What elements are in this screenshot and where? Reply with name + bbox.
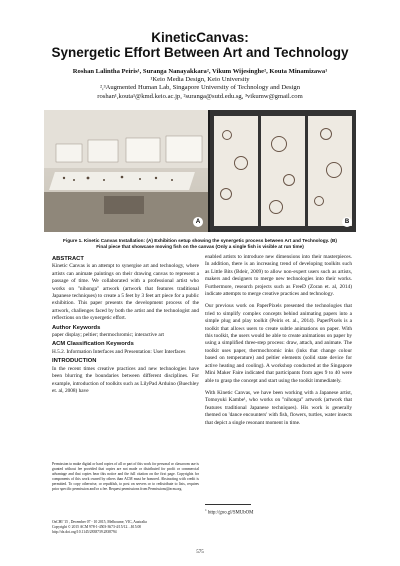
introduction-text: In the recent times creative practices and new technologies have been blurring the boundaries between different disciplines. For example, introduction of toolkits such as LilyPad Arduino (Buechley et. al, 2008) have: [52, 365, 199, 394]
abstract-text: Kinetic Canvas is an attempt to synergise art and technology, where artists can animate paintings on their drawing canvas to represent a passage of time. We collaborated with a professional artist who works on "nihonga" artwork (artwork that features traditional Japanese techniques) to create a 5 feet by 3 feet art piece for a public exhibition. This paper presents the development process of the artwork, challenges faced by both the artist and the technologist and reflections on the synergetic effort.: [52, 263, 199, 322]
copyright-line: Copyright © 2015 ACM 978-1-4503-3673-4/15/12…$15.00: [52, 525, 142, 530]
footnote: [205, 508, 253, 516]
acm-heading: ACM Classification Keywords: [52, 341, 134, 348]
final-canvas-photo: [210, 110, 356, 232]
author-names: Roshan Lalintha Peiris¹, Suranga Nanayakkara², Vikum Wijesinghe², Kouta Minamizawa¹: [72, 68, 328, 75]
abstract-heading: ABSTRACT: [52, 256, 84, 262]
doi-link[interactable]: http://dx.doi.org/10.1145/2838739.2838794: [52, 530, 117, 535]
right-column: [205, 254, 352, 427]
author-block: [0, 68, 400, 101]
figure-caption: [44, 238, 356, 251]
title-line-1: KineticCanvas:: [151, 30, 249, 45]
exhibition-scene-image: [44, 110, 208, 232]
footnote-rule: [205, 504, 251, 505]
exhibition-setup-photo: [44, 110, 208, 232]
right-paragraph-2: Our previous work on PaperPixels presented the technologies that tried to simplify complex concepts behind animating papers into a simple plug and play toolkit (Peiris et. al., 2014). PaperPixels is a toolkit that allows users to create subtle animations on paper. With this toolkit, the users would be able to create animations on paper by using a simplified three-step process: draw, attach, and animate. The toolkit uses paper, thermochromic inks (inks that change colour based on temperature) and peltier elements (solid state device for active heating and cooling). A workshop conducted at the Singapore Mini Maker Faire indicated that participants from ages 9 to 40 were able to grasp the concept and start using the toolkit immediately.: [205, 303, 352, 384]
right-paragraph-1: enabled artists to introduce new dimensions into their masterpieces. In addition, there is an increasing trend of developing toolkits such as Little Bits (Bdeir, 2009) to allow non-expert users such as artists, makers and designers to merge new technologies into their works. Furthermore, research projects such as FreeD (Zoran et. al, 2014) indicate attempts to merge creative practices and technology.: [205, 254, 352, 298]
canvas-panel-left: [214, 116, 258, 226]
conference-info: [52, 520, 199, 535]
acm-text: H.5.2. Information Interfaces and Presentation: User Interfaces: [52, 348, 186, 355]
conference-line-1: OzCHI '15 , December 07 - 10 2015, Melbourne, VIC, Australia: [52, 520, 147, 524]
page-number: 575: [196, 550, 204, 555]
caption-lead: Figure 1. Kinetic Canvas Installation: (A) Exhibition setup showing the synergetic process between Art and Technology. (B): [63, 238, 337, 243]
figure-label-b: B: [342, 217, 352, 227]
affiliation-1: ¹Keio Media Design, Keio University: [150, 76, 250, 84]
footnote-link[interactable]: http://goo.gl/SMUbOM: [207, 510, 254, 516]
paper-title: [0, 30, 400, 60]
figure-label-a: A: [193, 217, 203, 227]
canvas-panel-right: [308, 116, 352, 226]
affiliation-2: ²,³Augmented Human Lab, Singapore University of Technology and Design: [99, 84, 301, 92]
permission-notice: Permission to make digital or hard copies of all or part of this work for personal or classroom use is granted without fee provided that copies are not made or distributed for profit or commercial advantage and that copies bear this notice and the full citation on the first page. Copyrights for components of this work owned by others than ACM must be honored. Abstracting with credit is permitted. To copy otherwise, or republish, to post on servers or to redistribute to lists, requires prior specific permission and/or a fee. Request permissions from Permissions@acm.org.: [52, 462, 199, 492]
title-line-2: Synergetic Effort Between Art and Technology: [51, 45, 349, 60]
right-paragraph-3: With Kinetic Canvas, we have been working with a Japanese artist, Tomoyuki Kambe¹, who works on "nihonga" artwork (artwork that features traditional Japanese techniques). His work is generally themed on 'dance encounters' with fish, flowers, turtles, water insects that depict a single resonant moment in time.: [205, 389, 352, 426]
footnote-mark: 1: [205, 508, 207, 512]
canvas-panel-middle: [261, 116, 305, 226]
keywords-text: paper display; peltier; thermochromic; interactive art: [52, 332, 164, 339]
author-emails: roshan¹,kouta¹@kmd.keio.ac.jp, ²suranga@sutd.edu.sg, ³vikumw@gmail.com: [97, 92, 303, 100]
caption-rest: Final piece that showcase moving fish on the canvas (Only a single fish is visible at run time): [96, 244, 304, 250]
figure-1: [44, 110, 356, 232]
left-column: [52, 254, 199, 395]
keywords-heading: Author Keywords: [52, 324, 101, 331]
introduction-heading: INTRODUCTION: [52, 358, 97, 365]
